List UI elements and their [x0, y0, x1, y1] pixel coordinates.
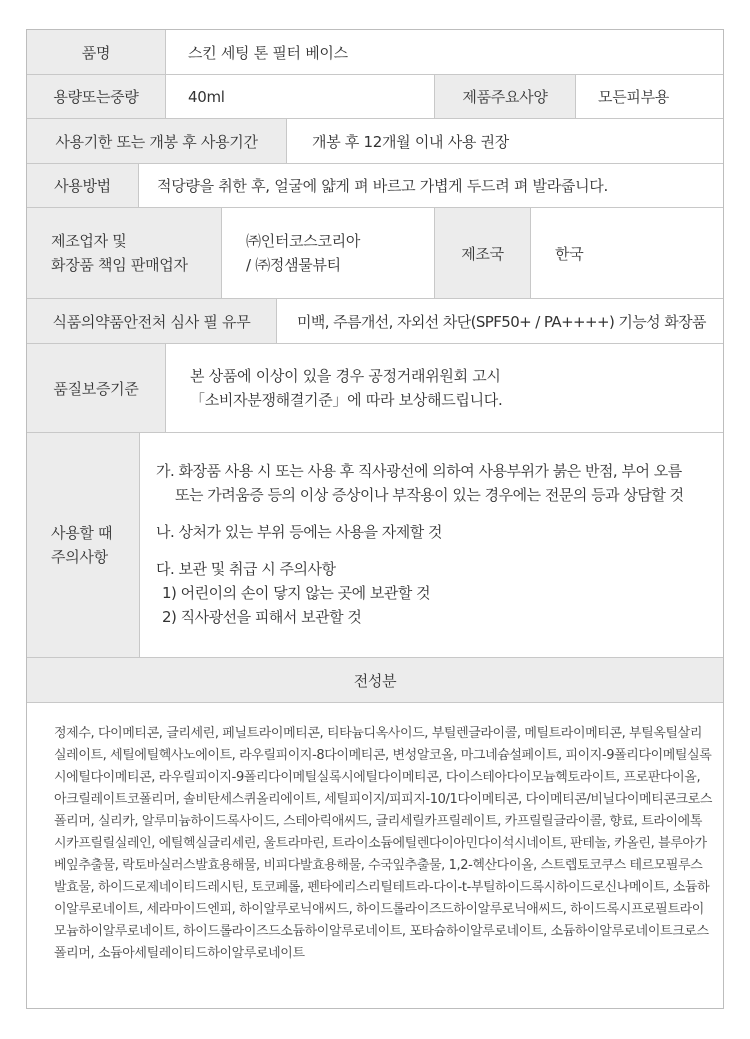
mfds-value: 미백, 주름개선, 자외선 차단(SPF50+ / PA++++) 기능성 화장품 [297, 312, 706, 331]
country-label: 제조국 [434, 208, 531, 298]
caution-label-line2: 주의사항 [51, 548, 108, 566]
quality-line1: 본 상품에 이상이 있을 경우 공정거래위원회 고시 [190, 367, 501, 385]
usage-label: 사용방법 [27, 164, 139, 207]
spec-value: 모든피부용 [598, 88, 669, 106]
caution-item-b: 나. 상처가 있는 부위 등에는 사용을 자제할 것 [156, 523, 442, 541]
manufacturer-value-line2: / ㈜정샘물뷰티 [246, 256, 341, 274]
caution-item-a-line1: 가. 화장품 사용 시 또는 사용 후 직사광선에 의하여 사용부위가 붉은 반점, 부어 오름 [156, 462, 682, 480]
expiry-label: 사용기한 또는 개봉 후 사용기간 [27, 119, 287, 163]
row-capacity [27, 75, 723, 119]
row-ingredients-header [27, 658, 723, 703]
row-mfds [27, 299, 723, 344]
row-manufacturer [27, 208, 723, 299]
quality-label: 품질보증기준 [27, 344, 166, 432]
expiry-value: 개봉 후 12개월 이내 사용 권장 [312, 132, 509, 151]
quality-line2: 「소비자분쟁해결기준」에 따라 보상해드립니다. [190, 391, 503, 409]
capacity-label: 용량또는중량 [27, 75, 166, 118]
manufacturer-label [27, 208, 222, 298]
caution-item-c1: 1) 어린이의 손이 닿지 않는 곳에 보관할 것 [162, 584, 431, 602]
manufacturer-label-line1: 제조업자 및 [51, 232, 127, 250]
product-info-table [26, 29, 724, 1009]
manufacturer-value [222, 208, 434, 298]
manufacturer-label-line2: 화장품 책임 판매업자 [51, 256, 188, 274]
ingredients-title: 전성분 [27, 658, 723, 702]
spec-label: 제품주요사양 [434, 75, 576, 118]
usage-value: 적당량을 취한 후, 얼굴에 얇게 펴 바르고 가볍게 두드려 펴 발라줍니다. [157, 177, 608, 195]
caution-item-c: 다. 보관 및 취급 시 주의사항 [156, 560, 336, 578]
row-quality [27, 344, 723, 433]
manufacturer-value-line1: ㈜인터코스코리아 [246, 232, 361, 250]
row-product-name [27, 30, 723, 75]
ingredients-text: 정제수, 다이메티콘, 글리세린, 페닐트라이메티콘, 티타늄디옥사이드, 부틸렌글라이콜, 메틸트라이메티콘, 부틸옥틸살리실레이트, 세틸에틸헥사노에이트, 라우릴피이지-8다이메티콘, 변성알코올, 마그네슘설페이트, 피이지-9폴리다이메틸실록시에틸다이메티콘, 라우릴피이지-9폴리다이메틸실록시에틸다이메티콘, 다이스테아다이모늄헥토라이트, 프로판다이올, 아크릴레이트코폴리머, 솔비탄세스퀴올리에이트, 세틸피이지/피피지-10/1다이메티콘, 다이메티콘/비닐다이메티콘크로스폴리머, 실리카, 알루미늄하이드록사이드, 스테아릭애씨드, 글리세릴카프릴레이트, 카프릴릴글라이콜, 향료, 트라이에톡시카프릴릴실레인, 에틸헥실글리세린, 울트라마린, 트라이소듐에틸렌다이아민다이석시네이트, 판테놀, 카올린, 블루아가베잎추출물, 락토바실러스발효용해물, 비피다발효용해물, 수국잎추출물, 1,2-헥산다이올, 스트렙토코쿠스 테르모필루스발효물, 하이드로제네이티드레시틴, 토코페롤, 펜타에리스리틸테트라-다이-t-부틸하이드록시하이드로신나메이트, 소듐하이알루로네이트, 세라마이드엔피, 하이알루로닉애씨드, 하이드롤라이즈드하이알루로닉애씨드, 하이드록시프로필트라이모늄하이알루로네이트, 하이드롤라이즈드소듐하이알루로네이트, 포타슘하이알루로네이트, 소듐하이알루로네이트크로스폴리머, 소듐아세틸레이티드하이알루로네이트 [54, 726, 712, 961]
product-name-value: 스킨 세팅 톤 필터 베이스 [188, 43, 348, 62]
row-caution [27, 433, 723, 658]
row-usage [27, 164, 723, 208]
country-value: 한국 [555, 244, 584, 263]
caution-content [140, 433, 723, 657]
row-ingredients [27, 703, 723, 1008]
caution-label-line1: 사용할 때 [51, 524, 113, 542]
row-expiry [27, 119, 723, 164]
caution-item-a-line2: 또는 가려움증 등의 이상 증상이나 부작용이 있는 경우에는 전문의 등과 상담할 것 [175, 486, 684, 504]
capacity-value: 40ml [188, 87, 225, 106]
product-name-label: 품명 [27, 30, 166, 74]
caution-label [27, 433, 140, 657]
mfds-label: 식품의약품안전처 심사 필 유무 [27, 299, 277, 343]
caution-item-c2: 2) 직사광선을 피해서 보관할 것 [162, 608, 362, 626]
quality-value [166, 344, 723, 432]
